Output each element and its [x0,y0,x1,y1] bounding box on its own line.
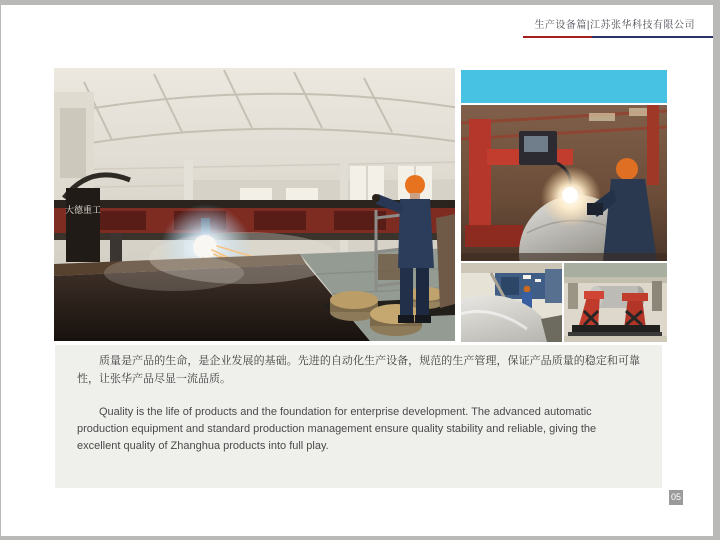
welding-photo-illustration [461,105,667,261]
page-number-badge: 05 [669,490,683,505]
tank-photo-illustration [461,263,562,342]
english-paragraph: Quality is the life of products and the foundation for enterprise development. The advanced automatic production equipment and standard production management ensure quality stability and reliable, giving the excellent quality of Zhanghua products into full play. [77,406,597,452]
machine-label-text: 大德重工 [64,205,102,215]
photo-vessel-positioner [564,263,667,342]
main-photo-plasma-cutting [54,68,455,341]
header-rule [523,36,713,38]
header-rule-navy-segment [592,36,713,38]
photo-vessel-dome [461,263,562,342]
cyan-accent-block [461,70,667,103]
photo-sphere-welding [461,105,667,261]
positioner-photo-illustration [564,263,667,342]
body-text-panel [55,345,662,488]
brochure-page [1,5,713,536]
page-header-title: 生产设备篇|江苏张华科技有限公司 [534,20,695,31]
chinese-paragraph: 质量是产品的生命，是企业发展的基础。先进的自动化生产设备，规范的生产管理，保证产品质量的稳定和可靠性，让张华产品尽显一流品质。 [77,355,640,385]
main-photo-illustration [54,68,455,341]
header-rule-red-segment [523,36,592,38]
